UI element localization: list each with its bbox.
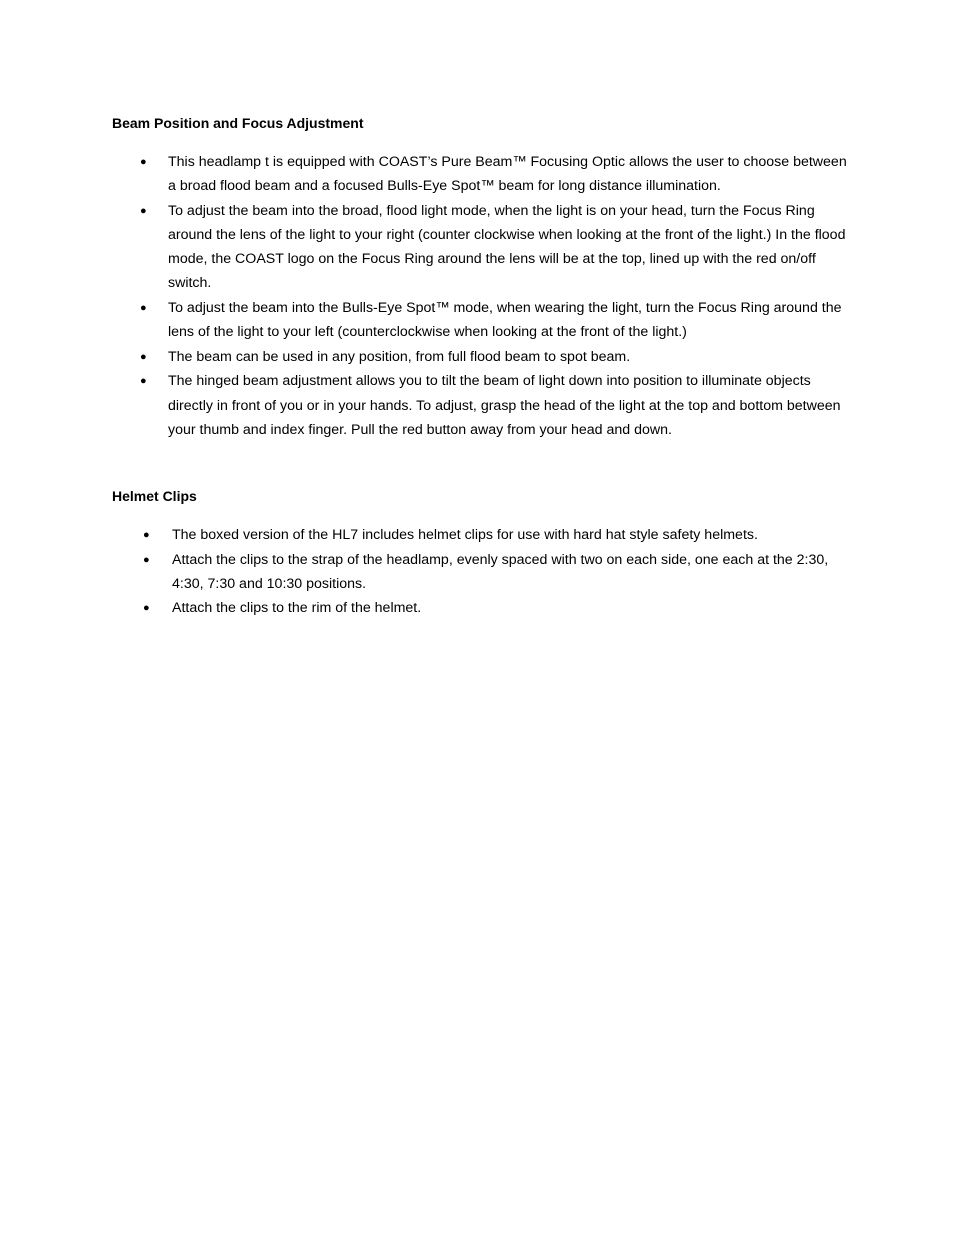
list-item	[140, 345, 848, 369]
bullet-icon: ●	[143, 553, 150, 566]
section-heading-helmet-clips: Helmet Clips	[112, 488, 197, 504]
list-item-text: To adjust the beam into the Bulls-Eye Spot™ mode, when wearing the light, turn the Focus Ring around the lens of the light to your left (counterclockwise when looking at the front of the light.)	[168, 300, 842, 341]
list-item	[143, 523, 848, 547]
list-item	[143, 548, 848, 596]
section-heading-beam: Beam Position and Focus Adjustment	[112, 115, 364, 131]
list-item-text: Attach the clips to the rim of the helmet.	[172, 600, 422, 617]
bullet-icon: ●	[140, 375, 147, 388]
bullet-icon: ●	[140, 204, 147, 217]
list-item	[140, 369, 848, 442]
list-item-text: The hinged beam adjustment allows you to tilt the beam of light down into position to illuminate objects directly in front of you or in your hands. To adjust, grasp the head of the light at the top and bottom between your thumb and index finger. Pull the red button away from your head and down.	[168, 373, 841, 438]
list-item-text: To adjust the beam into the broad, flood light mode, when the light is on your head, turn the Focus Ring around the lens of the light to your right (counter clockwise when looking at the front of the light.) In the flood mode, the COAST logo on the Focus Ring around the lens will be at the top, lined up with the red on/off switch.	[168, 202, 846, 292]
list-item	[140, 296, 848, 344]
list-item-text: The beam can be used in any position, from full flood beam to spot beam.	[168, 348, 631, 365]
bullet-icon: ●	[143, 529, 150, 541]
list-item-text: This headlamp t is equipped with COAST’s Pure Beam™ Focusing Optic allows the user to choose between a broad flood beam and a focused Bulls-Eye Spot™ beam for long distance illumination.	[168, 154, 847, 195]
bullet-icon: ●	[140, 156, 147, 168]
helmet-clips-list	[143, 523, 848, 621]
bullet-icon: ●	[140, 350, 147, 363]
list-item-text: Attach the clips to the strap of the headlamp, evenly spaced with two on each side, one each at the 2:30, 4:30, 7:30 and 10:30 positions.	[172, 551, 829, 592]
beam-instructions-list	[140, 150, 848, 442]
list-item-text: The boxed version of the HL7 includes helmet clips for use with hard hat style safety helmets.	[172, 527, 758, 543]
bullet-icon: ●	[140, 302, 147, 314]
list-item	[140, 150, 848, 198]
bullet-icon: ●	[143, 602, 150, 615]
list-item	[140, 199, 848, 296]
list-item	[143, 596, 848, 620]
